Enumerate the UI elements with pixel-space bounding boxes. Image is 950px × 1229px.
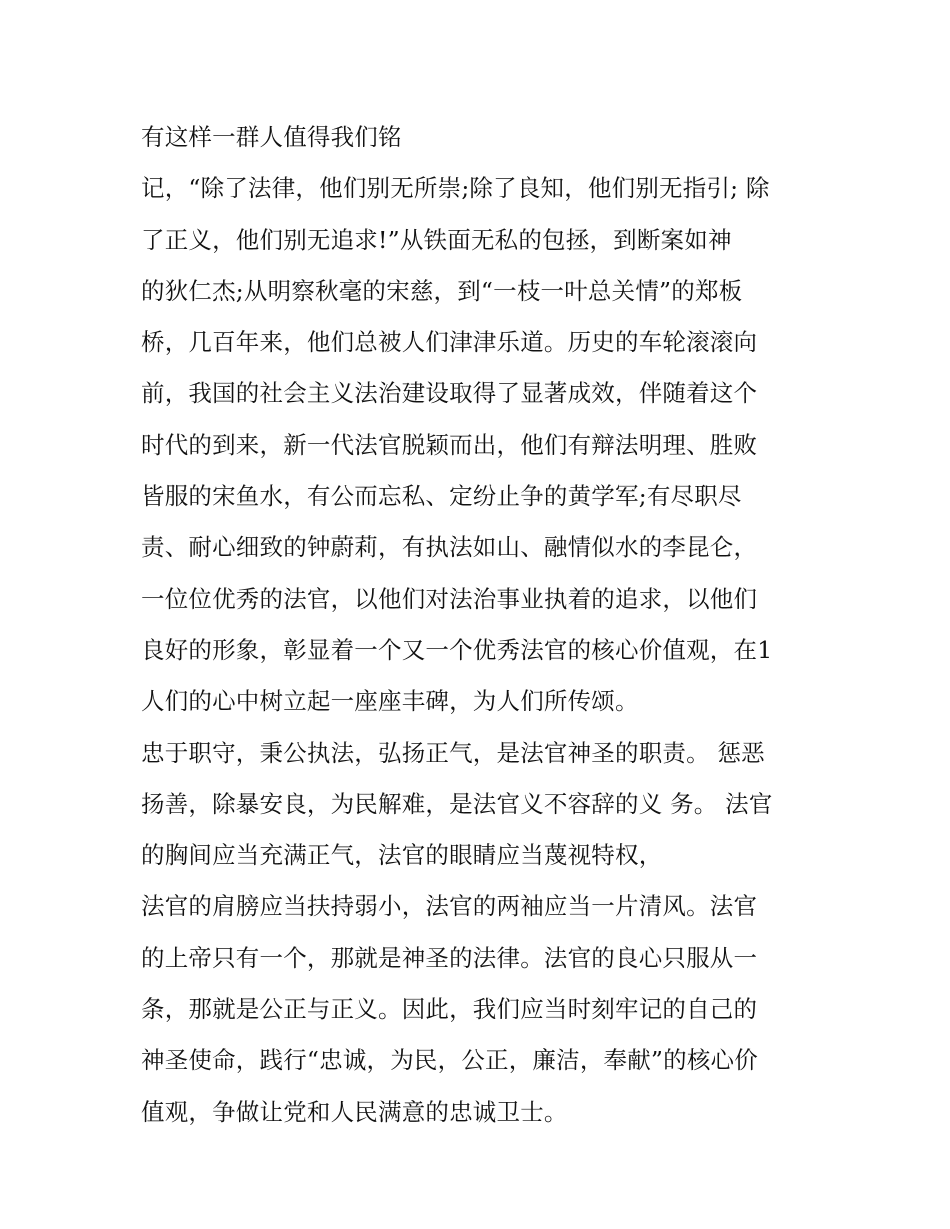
text-line: 值观，争做让党和人民满意的忠诚卫士。: [141, 1097, 568, 1126]
text-line: 神圣使命，践行“忠诚，为民，公正，廉洁，奉献”的核心价: [141, 1046, 758, 1075]
text-line: 时代的到来，新一代法官脱颖而出，他们有辩法明理、胜败: [141, 430, 758, 459]
text-line: 记，“除了法律，他们别无所崇;除了良知，他们别无指引; 除: [141, 174, 770, 203]
text-line: 忠于职守，秉公执法，弘扬正气，是法官神圣的职责。 惩恶: [141, 738, 765, 767]
body-text: [141, 112, 841, 1138]
text-line: 良好的形象，彰显着一个又一个优秀法官的核心价值观，在1: [141, 635, 773, 664]
text-line: 了正义，他们别无追求!”从铁面无私的包拯，到断案如神: [141, 225, 732, 254]
text-line: 桥，几百年来，他们总被人们津津乐道。历史的车轮滚滚向: [141, 328, 758, 357]
text-line: 有这样一群人值得我们铭: [141, 123, 402, 151]
text-line: 人们的心中树立起一座座丰碑，为人们所传颂。: [141, 687, 639, 716]
text-line: 法官的肩膀应当扶持弱小，法官的两袖应当一片清风。法官: [141, 892, 758, 921]
text-line: 责、耐心细致的钟蔚莉，有执法如山、融情似水的李昆仑，: [141, 533, 758, 562]
text-line: 的胸间应当充满正气，法官的眼睛应当蔑视特权，: [141, 841, 663, 870]
text-line: 的狄仁杰;从明察秋毫的宋慈，到“一枝一叶总关情”的郑板: [141, 276, 743, 305]
text-line: 扬善，除暴安良，为民解难，是法官义不容辞的义 务。 法官: [141, 789, 773, 818]
text-line: 一位位优秀的法官，以他们对法治事业执着的追求，以他们: [141, 584, 758, 613]
text-line: 皆服的宋鱼水，有公而忘私、定纷止争的黄学军;有尽职尽: [141, 482, 742, 511]
text-line: 条，那就是公正与正义。因此，我们应当时刻牢记的自己的: [141, 995, 758, 1024]
text-line: 前，我国的社会主义法治建设取得了显著成效，伴随着这个: [141, 379, 758, 408]
text-line: 的上帝只有一个，那就是神圣的法律。法官的良心只服从一: [141, 943, 758, 972]
